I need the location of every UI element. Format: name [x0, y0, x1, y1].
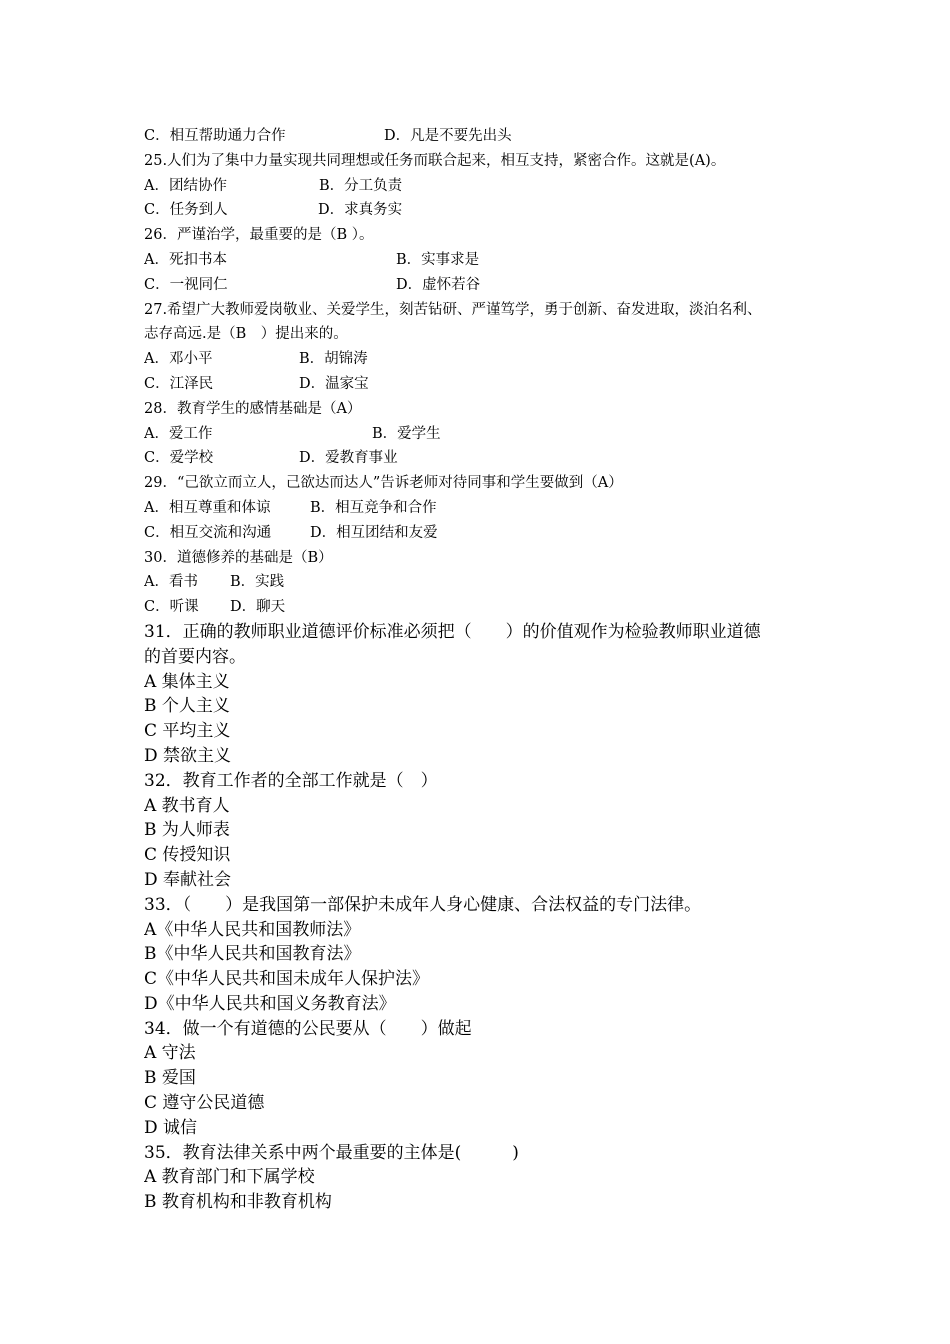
q32-option-d: D 奉献社会	[144, 869, 232, 890]
q25-options-cd	[144, 198, 834, 223]
q32-option-c: C 传授知识	[144, 845, 231, 866]
q35-option-a: A 教育部门和下属学校	[144, 1167, 315, 1188]
q28-option-d: D．爱教育事业	[299, 450, 398, 467]
q35-stem: 35．教育法律关系中两个最重要的主体是( )	[144, 1142, 519, 1163]
q33-option-c: C《中华人民共和国未成年人保护法》	[144, 969, 430, 990]
q32-stem: 32．教育工作者的全部工作就是（ ）	[144, 770, 438, 791]
q33-option-b: B《中华人民共和国教育法》	[144, 944, 361, 965]
document-page	[144, 124, 834, 1215]
q28-option-b: B．爱学生	[372, 425, 441, 442]
q29-option-a: A．相互尊重和体谅	[144, 499, 271, 516]
q29-option-c: C．相互交流和沟通	[144, 524, 272, 541]
q24-option-c: C．相互帮助通力合作	[144, 128, 286, 144]
q25-option-d: D．求真务实	[318, 202, 403, 219]
q34-option-c: C 遵守公民道德	[144, 1093, 265, 1114]
q27-options-ab	[144, 347, 834, 372]
q24-options-cd	[144, 124, 834, 149]
q34-option-d: D 诚信	[144, 1117, 198, 1138]
q31-stem-line1: 31．正确的教师职业道德评价标准必须把（ ）的价值观作为检验教师职业道德	[144, 621, 761, 642]
q27-option-c: C．江泽民	[144, 375, 214, 392]
q30-options-cd	[144, 595, 834, 620]
q26-options-cd	[144, 273, 834, 298]
q27-stem-line2: 志存高远.是（B ）提出来的。	[144, 326, 348, 343]
q27-option-b: B．胡锦涛	[299, 351, 368, 368]
q25-options-ab	[144, 174, 834, 199]
q30-option-a: A．看书	[144, 574, 198, 591]
q34-stem: 34．做一个有道德的公民要从（ ）做起	[144, 1018, 472, 1039]
q26-option-a: A．死扣书本	[144, 251, 227, 268]
q30-option-d: D．聊天	[230, 599, 286, 616]
q28-option-c: C．爱学校	[144, 450, 214, 467]
q31-option-c: C 平均主义	[144, 721, 231, 742]
q26-option-d: D．虚怀若谷	[396, 276, 481, 293]
q26-stem: 26．严谨治学，最重要的是（B ）。	[144, 227, 374, 244]
q27-stem-line1: 27.希望广大教师爱岗敬业、关爱学生，刻苦钻研、严谨笃学，勇于创新、奋发进取，淡泊名利、	[144, 301, 762, 318]
q26-options-ab	[144, 248, 834, 273]
q34-option-b: B 爱国	[144, 1068, 196, 1089]
q27-options-cd	[144, 372, 834, 397]
q28-options-cd	[144, 446, 834, 471]
q28-options-ab	[144, 422, 834, 447]
q31-stem-line2: 的首要内容。	[144, 646, 246, 667]
q24-option-d: D．凡是不要先出头	[384, 128, 512, 144]
q26-option-c: C．一视同仁	[144, 276, 228, 293]
q30-option-b: B．实践	[230, 574, 285, 591]
q25-stem: 25.人们为了集中力量实现共同理想或任务而联合起来，相互支持，紧密合作。这就是(A)。	[144, 152, 726, 169]
q28-stem: 28．教育学生的感情基础是（A）	[144, 400, 362, 417]
q29-options-ab	[144, 496, 834, 521]
q33-option-d: D《中华人民共和国义务教育法》	[144, 993, 396, 1014]
q26-option-b: B．实事求是	[396, 251, 480, 268]
q28-option-a: A．爱工作	[144, 425, 213, 442]
q29-option-b: B．相互竞争和合作	[310, 499, 437, 516]
q29-option-d: D．相互团结和友爱	[310, 524, 438, 541]
q29-stem: 29．“己欲立而立人，己欲达而达人”告诉老师对待同事和学生要做到（A）	[144, 475, 623, 492]
q31-option-a: A 集体主义	[144, 671, 230, 692]
q30-options-ab	[144, 570, 834, 595]
q27-option-a: A．邓小平	[144, 351, 213, 368]
q33-option-a: A《中华人民共和国教师法》	[144, 919, 361, 940]
q25-option-b: B．分工负责	[319, 177, 403, 194]
q32-option-b: B 为人师表	[144, 820, 230, 841]
q34-option-a: A 守法	[144, 1043, 196, 1064]
q29-options-cd	[144, 521, 834, 546]
q25-option-a: A．团结协作	[144, 177, 227, 194]
q31-option-d: D 禁欲主义	[144, 745, 232, 766]
q32-option-a: A 教书育人	[144, 795, 230, 816]
q30-option-c: C．听课	[144, 599, 199, 616]
q31-option-b: B 个人主义	[144, 696, 230, 717]
q33-stem: 33．（ ）是我国第一部保护未成年人身心健康、合法权益的专门法律。	[144, 894, 702, 915]
q25-option-c: C．任务到人	[144, 202, 228, 219]
q35-option-b: B 教育机构和非教育机构	[144, 1192, 332, 1213]
q27-option-d: D．温家宝	[299, 375, 369, 392]
q30-stem: 30．道德修养的基础是（B）	[144, 549, 333, 566]
